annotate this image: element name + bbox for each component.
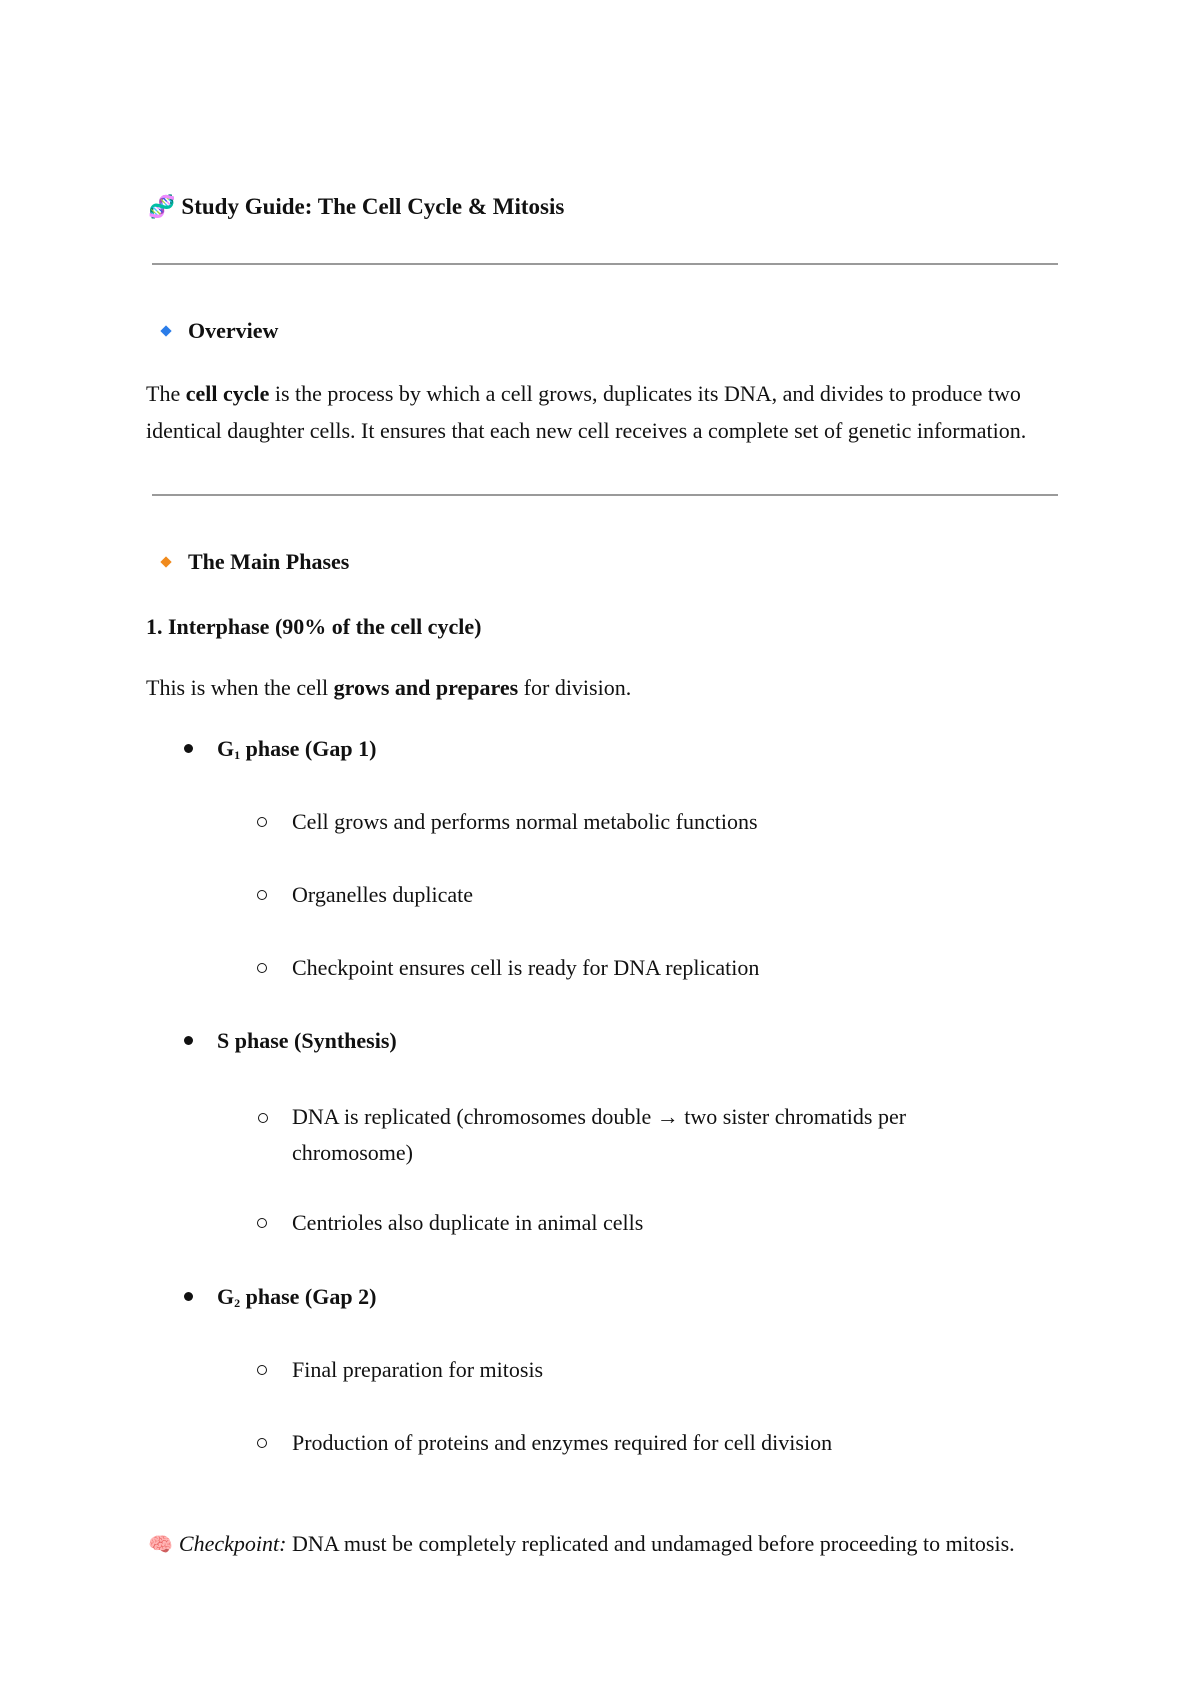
list-item: Organelles duplicate [257,882,473,908]
circle-bullet-icon [257,890,267,900]
section-heading-main-phases: The Main Phases [152,549,349,575]
page-title: 🧬 Study Guide: The Cell Cycle & Mitosis [148,194,565,219]
bullet-dot-icon [184,1036,193,1045]
circle-bullet-icon [257,1218,267,1228]
orange-diamond-icon [160,557,171,568]
circle-bullet-icon [258,1113,268,1123]
circle-bullet-icon [257,1365,267,1375]
divider [152,494,1058,496]
overview-paragraph: The cell cycle is the process by which a cell grows, duplicates its DNA, and divides to produce two identical daughter cells. It ensures that each new cell receives a complete set of genetic information. [146,381,1027,443]
interphase-intro: This is when the cell grows and prepares for division. [146,675,632,700]
bullet-s-phase: S phase (Synthesis) [184,1028,397,1054]
list-item: Checkpoint ensures cell is ready for DNA replication [257,955,759,981]
checkpoint-note: 🧠 Checkpoint: DNA must be completely replicated and undamaged before proceeding to mitosis. [148,1531,1015,1556]
bullet-dot-icon [184,1292,193,1301]
brain-icon: 🧠 [148,1534,173,1556]
circle-bullet-icon [257,817,267,827]
bullet-g2-phase: $G_2$ phase (Gap 2) [184,1284,376,1311]
list-item: Centrioles also duplicate in animal cells [257,1210,643,1236]
interphase-heading: 1. Interphase (90% of the cell cycle) [146,614,482,639]
bullet-dot-icon [184,744,193,753]
circle-bullet-icon [257,963,267,973]
list-item: DNA is replicated (chromosomes double → two sister chromatids per chromosome) [292,1099,992,1171]
list-item: Production of proteins and enzymes required for cell division [257,1430,832,1456]
section-heading-overview: Overview [152,318,278,344]
circle-bullet-icon [257,1438,267,1448]
blue-diamond-icon [160,326,171,337]
list-item: Cell grows and performs normal metabolic functions [257,809,758,835]
list-item: Final preparation for mitosis [257,1357,543,1383]
divider [152,263,1058,265]
bullet-g1-phase: $G_1$ phase (Gap 1) [184,736,376,763]
dna-icon: 🧬 [148,194,176,219]
